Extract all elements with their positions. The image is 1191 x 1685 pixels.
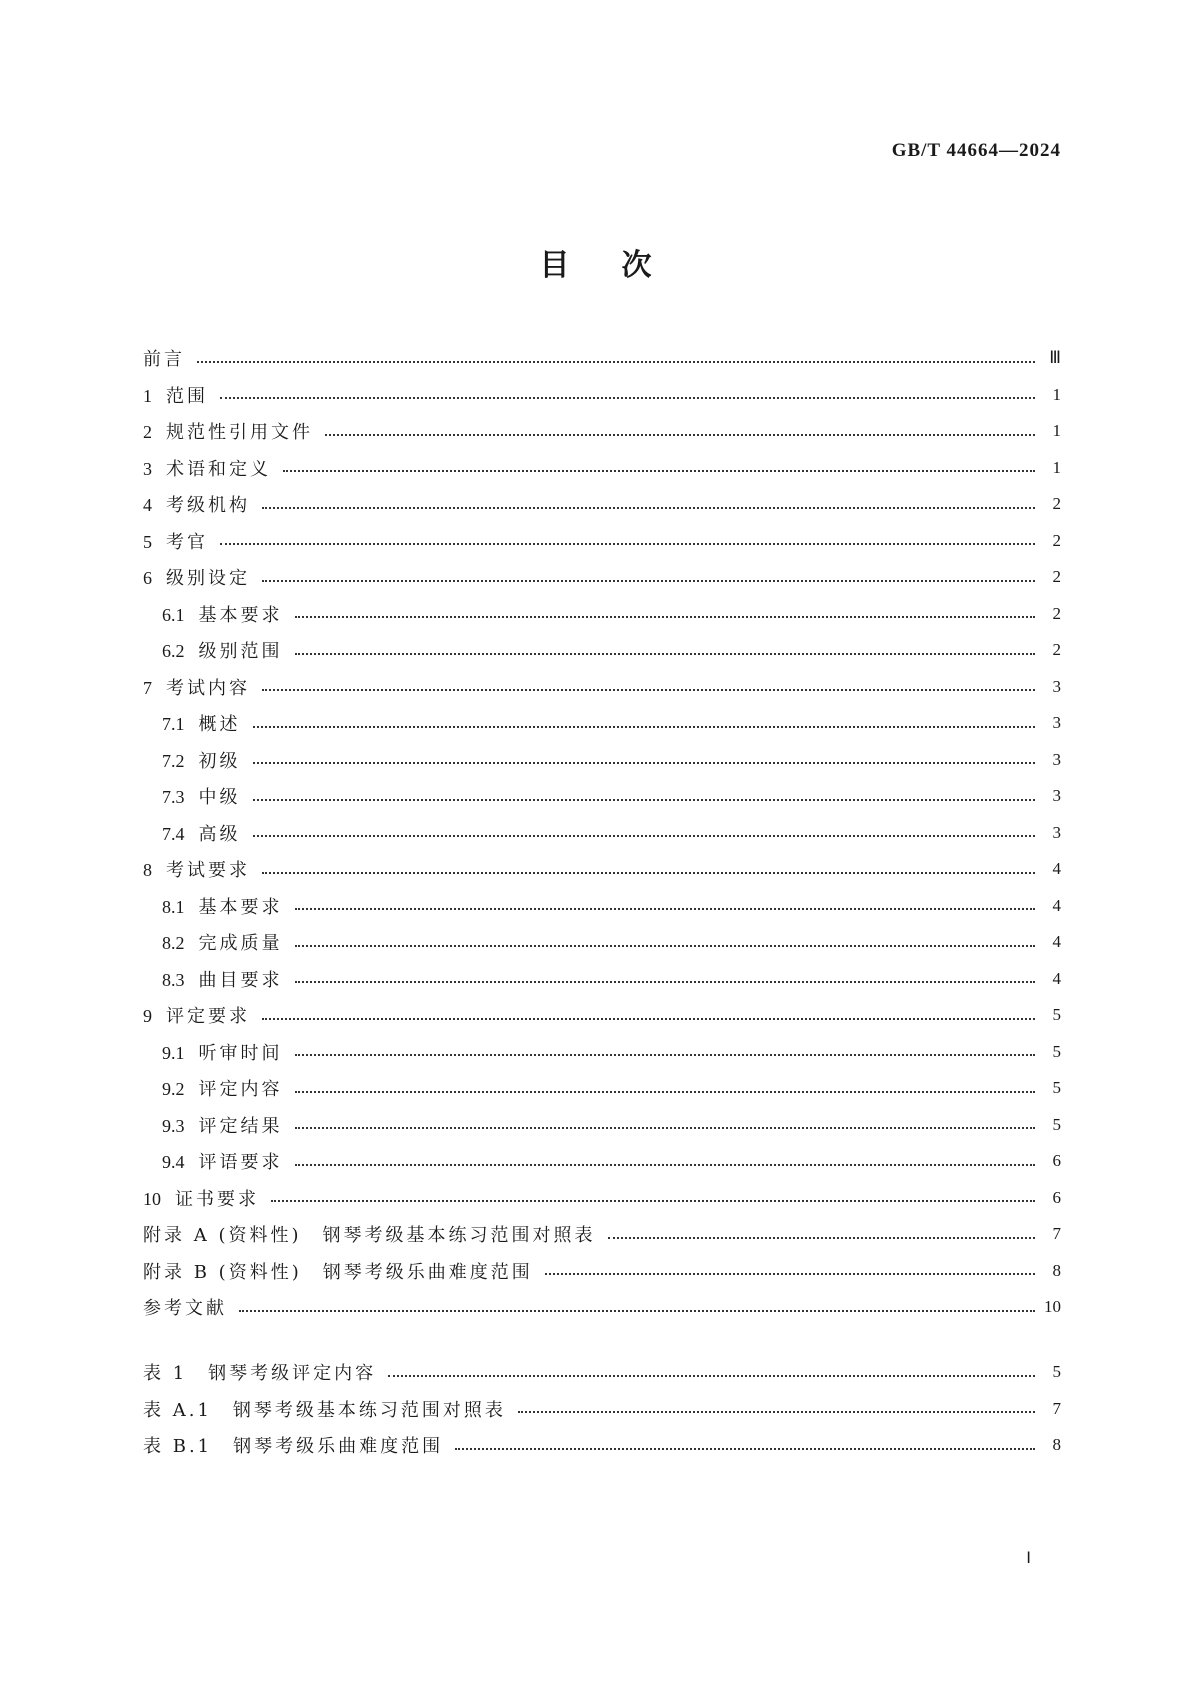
toc-entry-page: 2 [1052,567,1061,587]
toc-entry-page: 8 [1052,1435,1061,1455]
toc-entry-number: 9 [143,1006,152,1027]
toc-entry-page: 7 [1052,1224,1061,1244]
dot-leader [295,907,1036,910]
toc-entry-page: 2 [1052,603,1061,623]
toc-entry-title [162,710,247,736]
toc-entry[interactable] [143,1034,1061,1071]
toc-entry[interactable] [143,596,1061,633]
dot-leader [388,1374,1035,1377]
toc-entry-label: 高级 [198,823,241,845]
dot-leader [220,396,1035,399]
toc-entry-page: 1 [1052,421,1061,441]
toc-entry-page: 7 [1052,1398,1061,1418]
toc-entry-label: 表 1 钢琴考级评定内容 [143,1363,377,1385]
dot-leader [608,1236,1036,1239]
toc-entry-number: 9.1 [162,1042,185,1063]
toc-entry-number: 7 [143,677,152,698]
toc-entry-page: 3 [1052,822,1061,842]
dot-leader [262,579,1035,582]
toc-entry-label: 证书要求 [175,1188,259,1210]
toc-entry[interactable] [143,888,1061,925]
dot-leader [283,469,1035,472]
toc-entry-title [143,674,256,700]
toc-entry-label: 初级 [198,750,241,772]
toc-entry-number: 3 [143,458,152,479]
toc-entry-page: 1 [1052,384,1061,404]
toc-entry-page: 8 [1052,1260,1061,1280]
dot-leader [253,834,1036,837]
toc-entry[interactable] [143,486,1061,523]
toc-entry-label: 基本要求 [198,896,283,918]
toc-entry-page: 4 [1052,968,1061,988]
dot-leader [197,360,1035,363]
toc-entry-label: 评定结果 [198,1115,283,1137]
list-of-tables [143,1354,1061,1464]
toc-entry-number: 6 [143,568,152,589]
table-list-entry[interactable] [143,1354,1061,1391]
toc-entry-title [143,345,191,371]
toc-entry[interactable] [143,632,1061,669]
toc-entry-page: 5 [1052,1078,1061,1098]
dot-leader [295,652,1036,655]
toc-entry[interactable] [143,559,1061,596]
toc-entry-page: 4 [1052,859,1061,879]
toc-entry-page: 2 [1052,494,1061,514]
table-list-entry[interactable] [143,1427,1061,1464]
toc-entry-label: 概述 [198,714,241,736]
toc-entry[interactable] [143,815,1061,852]
toc-entry-label: 评定内容 [198,1079,283,1101]
toc-entry-label: 范围 [166,385,208,407]
toc-entry-number: 8 [143,860,152,881]
toc-entry[interactable] [143,669,1061,706]
dot-leader [253,725,1036,728]
toc-entry-title [143,418,319,444]
toc-entry-title [162,1112,289,1138]
table-of-contents [143,340,1061,1326]
toc-entry-title [143,1432,449,1458]
toc-entry[interactable] [143,1107,1061,1144]
toc-entry-title [143,528,214,554]
toc-entry-label: 规范性引用文件 [166,422,313,444]
toc-entry-title [143,1221,602,1247]
toc-entry[interactable] [143,778,1061,815]
dot-leader [220,542,1035,545]
toc-entry-page: 3 [1052,786,1061,806]
toc-entry-title [162,601,289,627]
toc-entry-page: 6 [1052,1187,1061,1207]
toc-entry-number: 7.2 [162,750,185,771]
toc-entry-title [143,1258,539,1284]
toc-entry-title [162,747,247,773]
dot-leader [455,1447,1035,1450]
toc-entry-title [143,1396,512,1422]
toc-entry-title [143,1359,382,1385]
dot-leader [325,433,1035,436]
toc-entry-page: 5 [1052,1005,1061,1025]
toc-entry[interactable] [143,961,1061,998]
dot-leader [295,944,1036,947]
toc-entry-number: 9.3 [162,1115,185,1136]
toc-entry-number: 4 [143,495,152,516]
toc-entry-title [162,783,247,809]
toc-entry-page: Ⅲ [1049,348,1061,368]
dot-leader [262,1017,1035,1020]
toc-entry-page: 5 [1052,1114,1061,1134]
toc-entry-title [143,491,256,517]
toc-entry-number: 8.2 [162,933,185,954]
toc-entry-number: 6.1 [162,604,185,625]
toc-entry-label: 表 B.1 钢琴考级乐曲难度范围 [143,1436,444,1458]
toc-entry-page: 3 [1052,676,1061,696]
page-number: Ⅰ [1026,1550,1031,1567]
toc-entry-page: 2 [1052,640,1061,660]
toc-entry[interactable] [143,924,1061,961]
toc-entry-label: 级别设定 [166,568,250,590]
toc-entry[interactable] [143,1253,1061,1290]
toc-entry[interactable] [143,523,1061,560]
toc-entry-number: 9.4 [162,1152,185,1173]
toc-entry-label: 附录 A (资料性) 钢琴考级基本练习范围对照表 [143,1225,596,1247]
dot-leader [295,615,1036,618]
standard-code: GB/T 44664—2024 [891,140,1061,161]
dot-leader [295,1090,1036,1093]
toc-entry-label: 级别范围 [198,641,283,663]
toc-entry-title [143,1294,233,1320]
toc-entry-number: 6.2 [162,641,185,662]
toc-entry[interactable] [143,1143,1061,1180]
toc-entry-title [162,637,289,663]
toc-entry-number: 2 [143,422,152,443]
dot-leader [545,1272,1035,1275]
dot-leader [253,761,1036,764]
toc-entry-label: 考级机构 [166,495,250,517]
toc-entry-title [162,1148,289,1174]
toc-entry-title [162,1039,289,1065]
toc-entry-title [162,820,247,846]
toc-entry-title [162,893,289,919]
dot-leader [295,980,1036,983]
toc-entry-title [143,1002,256,1028]
toc-entry-number: 7.3 [162,787,185,808]
toc-entry-number: 5 [143,531,152,552]
toc-entry-title [143,455,277,481]
toc-entry[interactable] [143,742,1061,779]
toc-entry-label: 评语要求 [198,1152,283,1174]
toc-entry-page: 3 [1052,749,1061,769]
dot-leader [262,871,1035,874]
table-list-entry[interactable] [143,1391,1061,1428]
toc-entry-title [143,564,256,590]
toc-entry-page: 5 [1052,1041,1061,1061]
toc-entry-title [143,856,256,882]
toc-entry-title [143,382,214,408]
toc-entry-label: 评定要求 [166,1006,250,1028]
toc-entry[interactable] [143,1289,1061,1326]
dot-leader [295,1163,1036,1166]
dot-leader [295,1053,1036,1056]
toc-entry-label: 参考文献 [143,1298,227,1320]
toc-entry-label: 附录 B (资料性) 钢琴考级乐曲难度范围 [143,1261,533,1283]
toc-entry[interactable] [143,450,1061,487]
toc-entry-label: 前言 [143,349,185,371]
dot-leader [518,1410,1035,1413]
toc-entry-page: 4 [1052,932,1061,952]
toc-entry[interactable] [143,1216,1061,1253]
toc-entry[interactable] [143,1180,1061,1217]
dot-leader [253,798,1036,801]
dot-leader [262,688,1035,691]
toc-entry[interactable] [143,377,1061,414]
toc-entry-page: 3 [1052,713,1061,733]
toc-entry-page: 4 [1052,895,1061,915]
toc-entry-label: 考试内容 [166,677,250,699]
toc-entry-page: 10 [1044,1297,1061,1317]
toc-entry-number: 1 [143,385,152,406]
toc-entry-page: 1 [1052,457,1061,477]
toc-entry-label: 考试要求 [166,860,250,882]
toc-entry-label: 基本要求 [198,604,283,626]
toc-entry-title [162,929,289,955]
toc-entry-label: 中级 [198,787,241,809]
toc-entry-number: 8.1 [162,896,185,917]
toc-entry[interactable] [143,340,1061,377]
toc-entry-label: 考官 [166,531,208,553]
toc-entry-page: 5 [1052,1362,1061,1382]
toc-entry-page: 6 [1052,1151,1061,1171]
page-title: 目次 [539,248,704,283]
toc-entry-page: 2 [1052,530,1061,550]
toc-entry-label: 听审时间 [198,1042,283,1064]
toc-entry-number: 8.3 [162,969,185,990]
toc-entry-label: 曲目要求 [198,969,283,991]
toc-entry[interactable] [143,413,1061,450]
toc-entry-number: 7.1 [162,714,185,735]
toc-entry[interactable] [143,997,1061,1034]
dot-leader [239,1309,1035,1312]
toc-entry[interactable] [143,1070,1061,1107]
toc-entry-number: 9.2 [162,1079,185,1100]
dot-leader [295,1126,1036,1129]
toc-entry-number: 10 [143,1188,161,1209]
toc-entry[interactable] [143,705,1061,742]
toc-entry-title [162,1075,289,1101]
dot-leader [262,506,1035,509]
toc-entry[interactable] [143,851,1061,888]
toc-entry-label: 表 A.1 钢琴考级基本练习范围对照表 [143,1399,506,1421]
toc-entry-title [143,1185,265,1211]
toc-entry-title [162,966,289,992]
dot-leader [271,1199,1035,1202]
toc-entry-label: 完成质量 [198,933,283,955]
toc-entry-number: 7.4 [162,823,185,844]
toc-entry-label: 术语和定义 [166,458,271,480]
